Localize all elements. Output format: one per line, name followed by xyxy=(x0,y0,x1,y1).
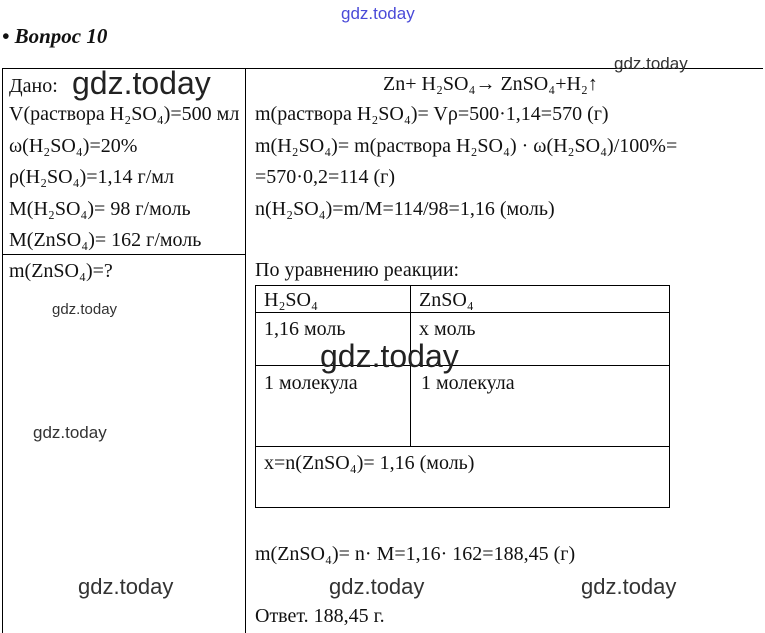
given-v-solution: V(раствора H₂SO₄)=500 мл xyxy=(9,103,240,125)
table-row-2-znso4 xyxy=(410,365,670,447)
reaction-equation: Zn+ H₂SO₄→ ZnSO₄+H₂↑ xyxy=(383,73,598,95)
watermark-top: gdz.today xyxy=(341,4,415,23)
given-label: Дано: xyxy=(9,75,58,97)
given-rho: ρ(H₂SO₄)=1,14 г/мл xyxy=(9,166,174,188)
watermark-given-big: gdz.today xyxy=(72,65,211,101)
watermark-top-right: gdz.today xyxy=(614,54,688,73)
table-row-2-h2so4-text: 1 молекула xyxy=(264,372,358,394)
find-mass-znso4: m(ZnSO₄)=? xyxy=(9,260,113,282)
solution-line-3: =570·0,2=114 (г) xyxy=(255,166,395,188)
table-row-1-h2so4-text: 1,16 моль xyxy=(264,318,346,340)
table-row-2-h2so4 xyxy=(255,365,411,447)
table-header-h2so4-text: H₂SO₄ xyxy=(264,289,318,311)
table-row-1-znso4-text: x моль xyxy=(419,318,476,340)
watermark-bottom-left: gdz.today xyxy=(78,574,174,599)
solution-line-1: m(раствора H₂SO₄)= Vρ=500·1,14=570 (г) xyxy=(255,103,609,125)
given-omega: ω(H₂SO₄)=20% xyxy=(9,135,138,157)
frame-divider xyxy=(245,68,246,633)
table-result-row xyxy=(255,446,670,508)
final-calculation: m(ZnSO₄)= n· M=1,16· 162=188,45 (г) xyxy=(255,543,576,565)
watermark-center-big: gdz.today xyxy=(320,338,459,374)
table-header-h2so4 xyxy=(255,285,411,313)
frame-left xyxy=(2,68,3,633)
table-result-text: x=n(ZnSO₄)= 1,16 (моль) xyxy=(264,452,475,474)
watermark-bottom-right: gdz.today xyxy=(581,574,677,599)
watermark-left-2: gdz.today xyxy=(33,423,107,442)
question-title: • Вопрос 10 xyxy=(2,24,108,48)
table-header-znso4-text: ZnSO₄ xyxy=(419,289,474,311)
given-find-divider xyxy=(2,254,245,255)
given-molar-mass-znso4: M(ZnSO₄)= 162 г/моль xyxy=(9,229,202,251)
given-molar-mass-h2so4: M(H₂SO₄)= 98 г/моль xyxy=(9,198,191,220)
watermark-bottom-center: gdz.today xyxy=(329,574,425,599)
by-equation-label: По уравнению реакции: xyxy=(255,259,460,281)
table-header-znso4 xyxy=(410,285,670,313)
table-row-2-znso4-text: 1 молекула xyxy=(421,372,515,394)
solution-line-4: n(H₂SO₄)=m/M=114/98=1,16 (моль) xyxy=(255,198,555,220)
answer: Ответ. 188,45 г. xyxy=(255,605,385,627)
solution-line-2: m(H₂SO₄)= m(раствора H₂SO₄) · ω(H₂SO₄)/100%= xyxy=(255,135,678,157)
watermark-left-1: gdz.today xyxy=(52,301,118,318)
